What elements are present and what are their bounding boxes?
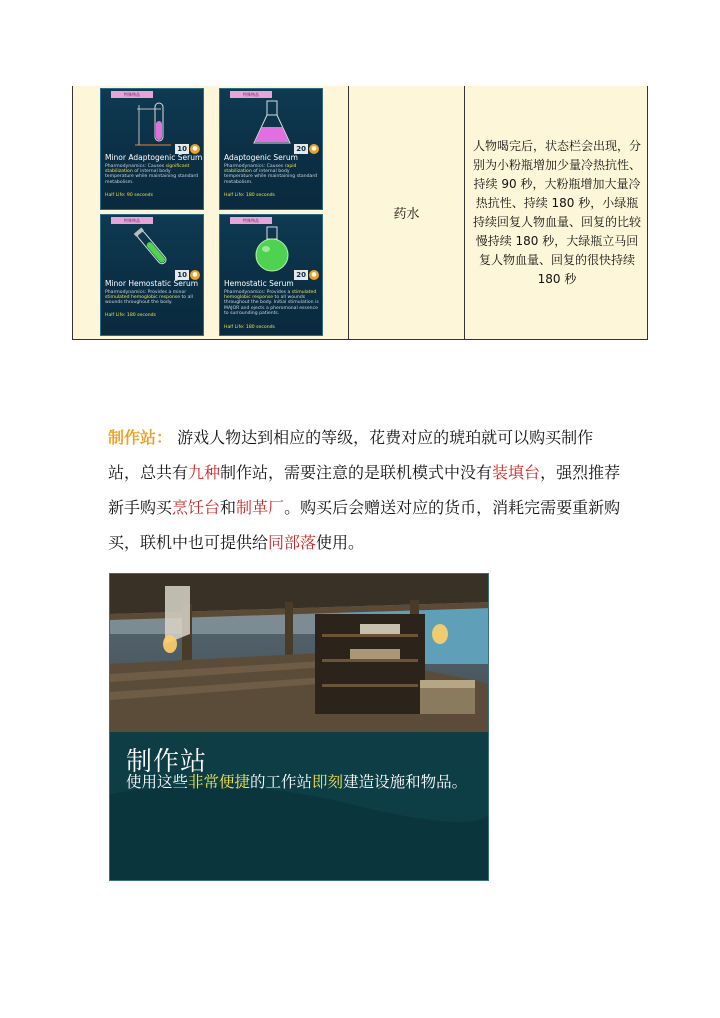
cost-value: 20 (296, 144, 306, 153)
item-tag: 特殊物品 (230, 91, 272, 98)
item-name: Hemostatic Serum (224, 279, 294, 288)
section-heading: 制作站： (108, 428, 173, 447)
paragraph-text: 和 (220, 498, 237, 517)
item-description: Pharmodynamics: Provides a stimulated hemoglobic response to all wounds throughout the body. Initial stimulation is MAJOR and ejects a pheromonal essence to surrounding patients. (224, 290, 319, 316)
highlight-text: 装填台 (492, 463, 541, 482)
item-description: Pharmodynamics: Causes rapid stabilization of internal body temperature while maintaining standard metabolism. (224, 164, 318, 185)
item-half-life: Half Life: 180 seconds (105, 313, 156, 318)
paragraph-text: 制作站，需要注意的是联机模式中没有 (220, 463, 493, 482)
amber-coin-icon: ● (190, 270, 200, 280)
item-card-minor-hemostatic (100, 214, 204, 336)
item-description: Pharmodynamics: Provides a minor stimulated hemoglobic response to all wounds throughout the body. (105, 290, 193, 306)
crafting-station-screenshot (109, 573, 489, 881)
item-half-life: Half Life: 180 seconds (224, 325, 275, 330)
paragraph-text: 游戏人物达到相应的等级，花费对应的琥珀就可以购买制作站，总共有 (108, 428, 594, 482)
workshop-scene-illustration (110, 574, 489, 881)
highlight-text: 制革厂 (236, 498, 285, 517)
item-name: Adaptogenic Serum (224, 153, 298, 162)
crafting-station-paragraph (108, 420, 623, 560)
item-card-minor-adaptogenic (100, 88, 204, 210)
item-description: Pharmodynamics: Causes significant stabilization of internal body temperature while maintaining standard metabolism. (105, 164, 199, 185)
cost-value: 20 (296, 270, 306, 279)
screenshot-subtitle: 使用这些非常便捷的工作站即刻建造设施和物品。 (126, 773, 468, 791)
cost-value: 10 (177, 144, 187, 153)
highlight-text: 同部落 (268, 533, 317, 552)
item-card-adaptogenic (219, 88, 323, 210)
item-name: Minor Hemostatic Serum (105, 279, 199, 288)
amber-coin-icon: ● (309, 270, 319, 280)
item-effect-description: 人物喝完后，状态栏会出现，分别为小粉瓶增加少量冷热抗性、持续 90 秒，大粉瓶增加大量冷热抗性、持续 180 秒，小绿瓶持续回复人物血量、回复的比较慢持续 180 秒，大绿瓶立马回复人物血量、回复的很快持续 180 秒 (472, 138, 641, 286)
item-tag: 特殊物品 (111, 91, 153, 98)
item-half-life: Half Life: 180 seconds (224, 193, 275, 198)
test-tube-stand-icon (121, 99, 185, 147)
paragraph-text: ，强烈推荐新手购买 (108, 463, 621, 517)
cost-value: 10 (177, 270, 187, 279)
paragraph-text: 。购买后会赠送对应的货币，消耗完需要重新购买，联机中也可提供给 (108, 498, 621, 552)
flask-icon (240, 99, 304, 147)
paragraph-text: 使用。 (316, 533, 365, 552)
item-half-life: Half Life: 90 seconds (105, 193, 153, 198)
highlight-text: 烹饪台 (172, 498, 221, 517)
item-type-cell: 药水 (393, 207, 420, 222)
round-flask-icon (240, 225, 304, 273)
highlight-text: 九种 (188, 463, 221, 482)
item-tag: 特殊物品 (111, 217, 153, 224)
screenshot-title: 制作站 (126, 747, 208, 777)
vial-icon (121, 225, 185, 273)
amber-coin-icon: ● (190, 144, 200, 154)
amber-coin-icon: ● (309, 144, 319, 154)
item-table (72, 86, 648, 340)
item-card-hemostatic (219, 214, 323, 336)
item-tag: 特殊物品 (230, 217, 272, 224)
item-name: Minor Adaptogenic Serum (105, 153, 203, 162)
